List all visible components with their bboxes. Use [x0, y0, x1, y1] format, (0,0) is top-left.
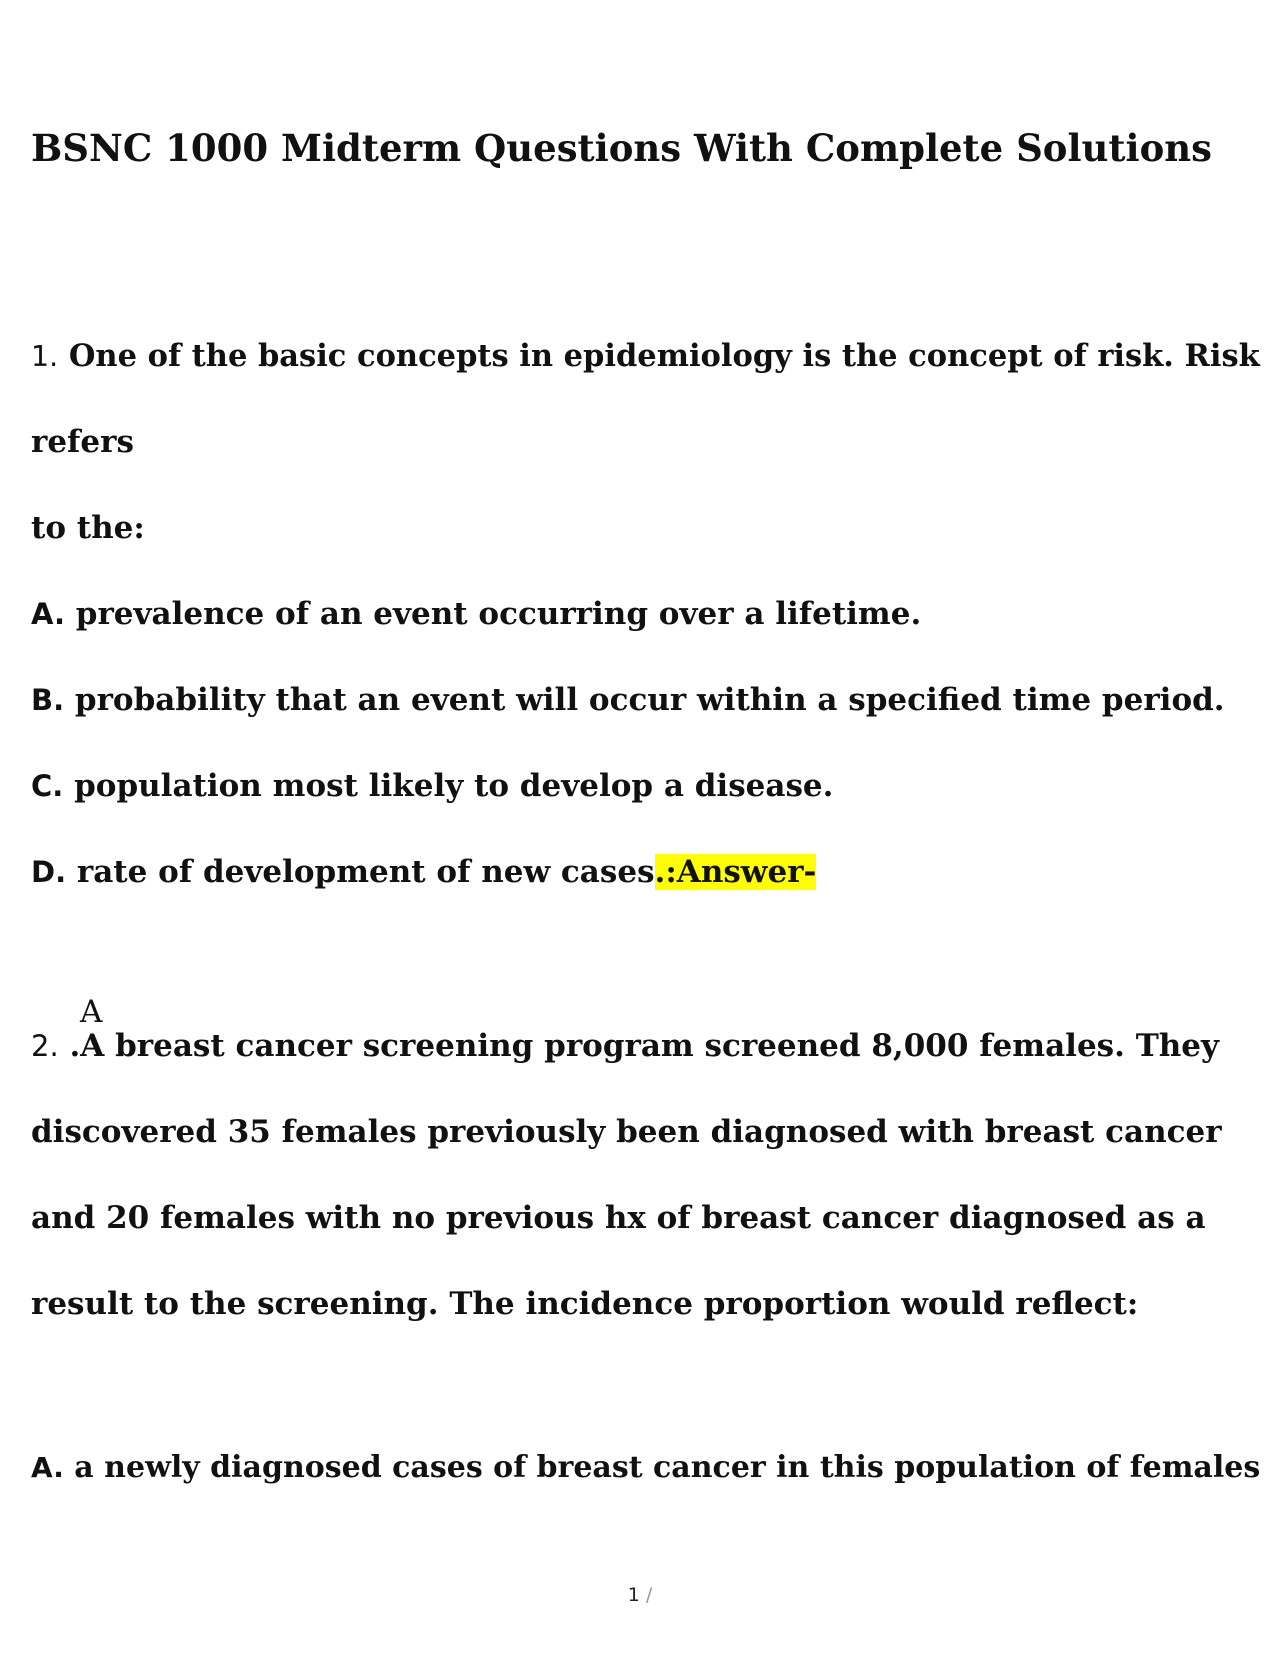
- question-2-option-a: [31, 1448, 1260, 1488]
- question-1-option-c: [31, 766, 833, 806]
- answer-highlight: .:Answer-: [654, 854, 817, 890]
- question-1-option-b: [31, 680, 1225, 720]
- question-2-text: .A breast cancer screening program screened 8,000 females. They: [69, 1028, 1220, 1064]
- document-title: BSNC 1000 Midterm Questions With Complete Solutions: [31, 126, 1212, 170]
- option-letter: B.: [31, 683, 65, 717]
- option-text: rate of development of new cases: [76, 854, 655, 890]
- question-1-line-1: [31, 336, 1260, 377]
- option-text: prevalence of an event occurring over a lifetime.: [75, 596, 922, 632]
- question-1-line-3: to the:: [31, 510, 145, 546]
- question-2-line-3: and 20 females with no previous hx of breast cancer diagnosed as a: [31, 1200, 1206, 1236]
- question-1-option-a: [31, 594, 921, 634]
- question-1-number: 1.: [31, 340, 59, 373]
- option-letter: C.: [31, 769, 64, 803]
- option-letter: A.: [31, 1451, 64, 1484]
- option-text: a newly diagnosed cases of breast cancer in this population of females: [74, 1450, 1261, 1485]
- question-2-line-1: [31, 1026, 1219, 1066]
- question-2-number: 2.: [31, 1029, 59, 1063]
- page-number-separator: /: [645, 1584, 653, 1606]
- question-2-line-2: discovered 35 females previously been diagnosed with breast cancer: [31, 1114, 1222, 1150]
- option-text: probability that an event will occur within a specified time period.: [74, 682, 1225, 718]
- page-number-value: 1: [627, 1584, 640, 1606]
- page-number: [0, 1584, 1280, 1606]
- question-1-option-d: [31, 852, 816, 892]
- question-1-text: One of the basic concepts in epidemiology is the concept of risk. Risk: [68, 338, 1260, 374]
- option-text: population most likely to develop a disease.: [74, 768, 834, 804]
- option-letter: A.: [31, 597, 65, 631]
- option-letter: D.: [31, 855, 67, 889]
- question-1-answer: A: [80, 994, 103, 1030]
- question-2-line-4: result to the screening. The incidence proportion would reflect:: [31, 1286, 1139, 1322]
- question-1-line-2: refers: [31, 424, 134, 460]
